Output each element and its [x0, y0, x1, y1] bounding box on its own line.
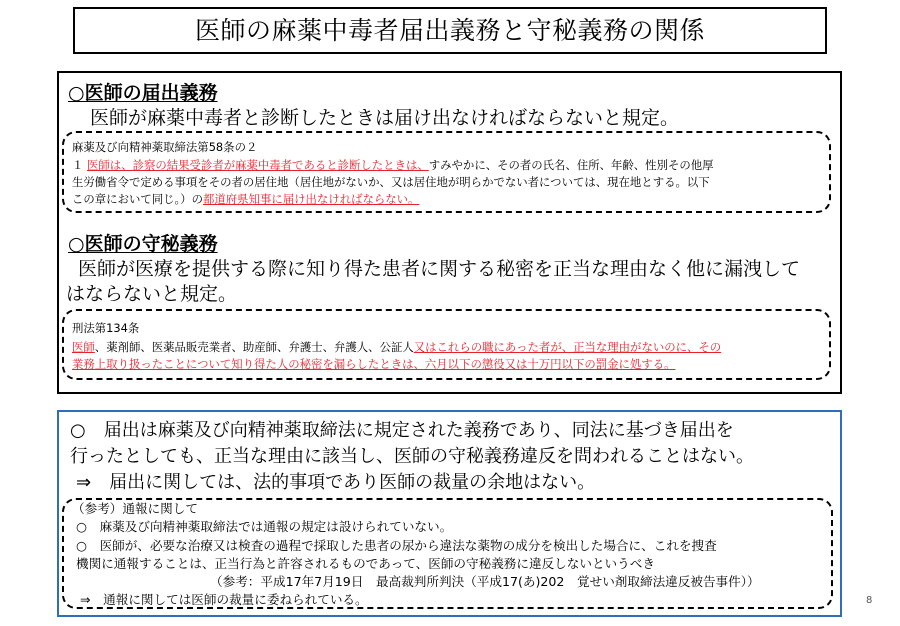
- confidentiality-law-line-2-red: 業務上取り扱ったことについて知り得た人の秘密を漏らしたときは、六月以下の懲役又は十万円以下の罰金に処する。: [72, 357, 676, 371]
- conclusion-line-3: ⇒ 届出に関しては、法的事項であり医師の裁量の余地はない。: [76, 472, 596, 493]
- reporting-law-line-1-red: 医師は、診察の結果受診者が麻薬中毒者であると診断したときは、: [87, 158, 429, 172]
- confidentiality-summary-line-2: はならないと規定。: [66, 283, 238, 305]
- reference-title: （参考）通報に関して: [72, 501, 198, 516]
- confidentiality-law-line-2: [72, 356, 675, 373]
- reference-citation: （参考：平成17年7月19日 最高裁判所判決（平成17(あ)202 覚せい剤取締法違反被告事件））: [210, 574, 760, 589]
- confidentiality-law-line-1: [72, 339, 721, 356]
- reporting-duty-heading: ○医師の届出義務: [68, 82, 218, 104]
- reporting-law-line-1: [72, 157, 714, 174]
- conclusion-line-1: ○ 届出は麻薬及び向精神薬取締法に規定された義務であり、同法に基づき届出を: [70, 420, 734, 441]
- page-number: 8: [866, 595, 873, 606]
- conclusion-line-2: 行ったとしても、正当な理由に該当し、医師の守秘義務違反を問われることはない。: [70, 446, 754, 467]
- reporting-law-line-3-black: この章において同じ。）の: [72, 192, 203, 206]
- reporting-law-line-2: 生労働省令で定める事項をその者の居住地（居住地がないか、又は居住地が明らかでない者については、現在地とする。以下: [72, 175, 710, 189]
- reference-item-1: ○ 麻薬及び向精神薬取締法では通報の規定は設けられていない。: [76, 519, 453, 534]
- confidentiality-law-line-1-black: 、薬剤師、医薬品販売業者、助産師、弁護士、弁護人、公証人: [94, 340, 414, 354]
- page-title: 医師の麻薬中毒者届出義務と守秘義務の関係: [73, 7, 827, 54]
- reference-conclusion: ⇒ 通報に関しては医師の裁量に委ねられている。: [80, 592, 368, 607]
- reporting-law-line-1-black: すみやかに、その者の氏名、住所、年齢、性別その他厚: [428, 158, 714, 172]
- confidentiality-summary-line-1: 医師が医療を提供する際に知り得た患者に関する秘密を正当な理由なく他に漏洩して: [78, 258, 801, 280]
- reporting-law-title: 麻薬及び向精神薬取締法第58条の２: [72, 140, 258, 154]
- confidentiality-law-title: 刑法第134条: [72, 321, 140, 335]
- reference-item-2-line-1: ○ 医師が、必要な治療又は検査の過程で採取した患者の尿から違法な薬物の成分を検出した場合に、これを捜査: [76, 538, 717, 553]
- reporting-law-line-3-red: 都道府県知事に届け出なければならない。: [203, 192, 420, 206]
- reporting-law-line-1-prefix: １: [72, 158, 88, 172]
- reference-item-2-line-2: 機関に通報することは、正当行為と許容されるものであって、医師の守秘義務に違反しないというべき: [76, 556, 655, 571]
- confidentiality-law-line-1-red-b: 又はこれらの職にあった者が、正当な理由がないのに、その: [413, 340, 722, 354]
- reporting-duty-summary: 医師が麻薬中毒者と診断したときは届け出なければならないと規定。: [90, 107, 680, 129]
- confidentiality-law-line-1-red-a: 医師: [72, 340, 95, 354]
- reporting-law-line-3: [72, 191, 419, 208]
- confidentiality-duty-heading: ○医師の守秘義務: [68, 233, 218, 255]
